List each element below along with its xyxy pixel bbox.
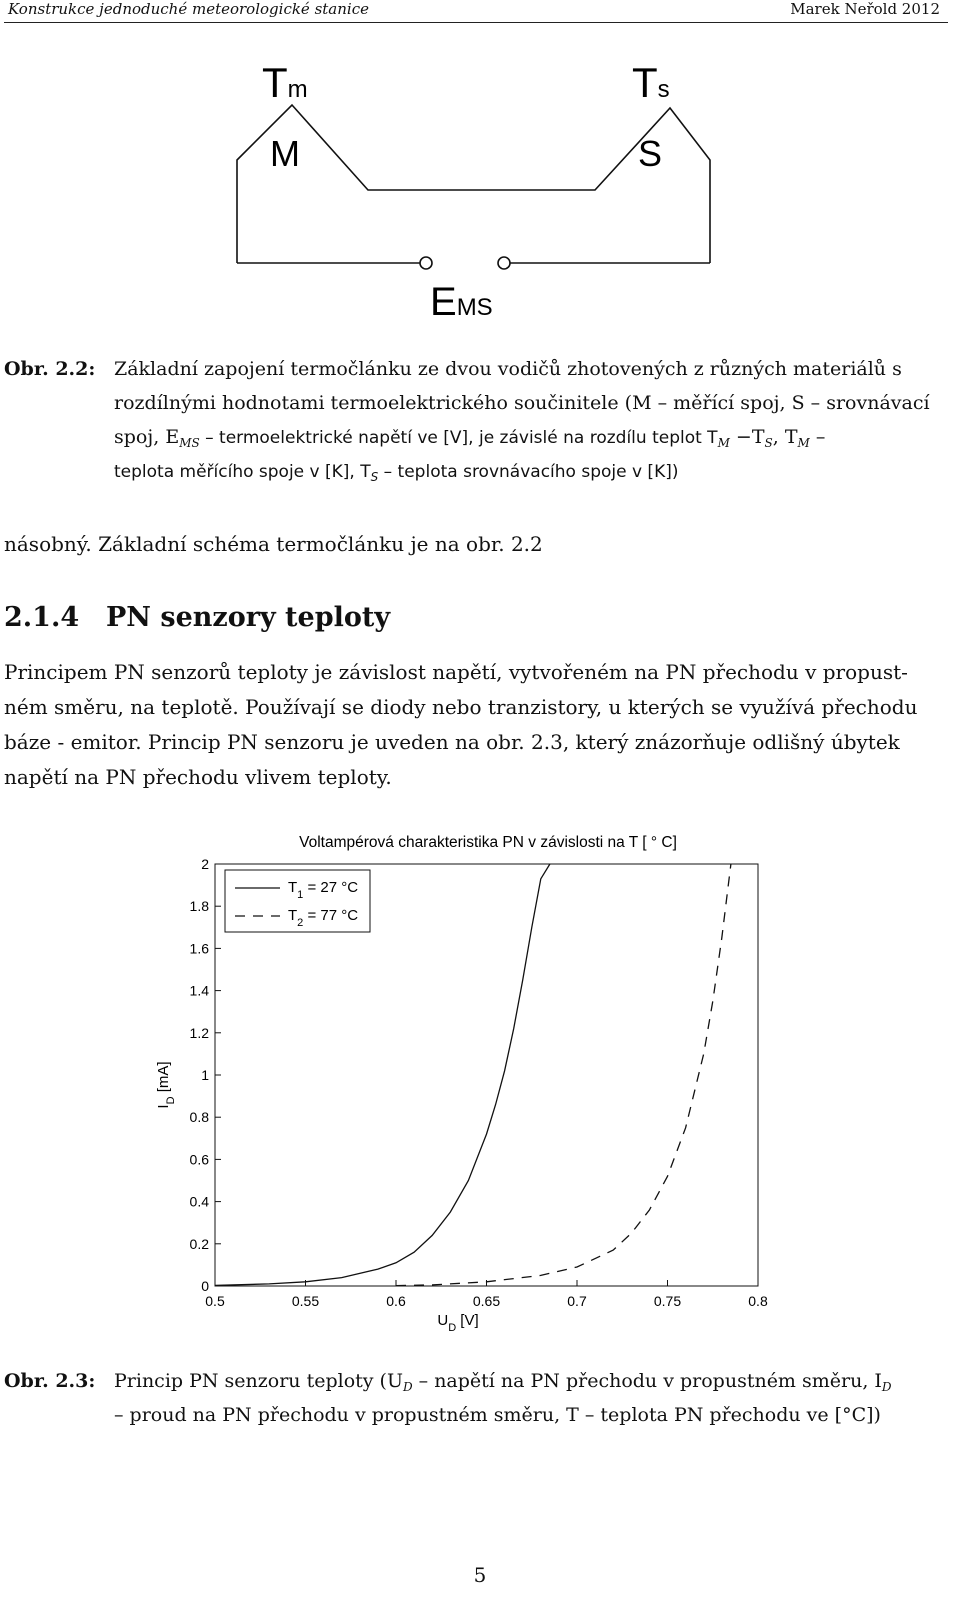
y-tick-label: 1.8 [189,898,209,915]
x-tick-label: 0.7 [567,1293,587,1309]
x-tick-label: 0.8 [748,1293,768,1309]
x-tick-label: 0.75 [653,1293,682,1309]
paragraph-line: napětí na PN přechodu vlivem teploty. [4,765,392,789]
y-axis-label: $I_D$ [mA] [155,1061,177,1109]
section-title: PN senzory teploty [106,602,391,633]
paragraph-line: báze - emitor. Princip PN senzoru je uveden na obr. 2.3, který znázorňuje odlišný úbytek [4,730,900,754]
y-tick-label: 0 [201,1278,209,1294]
thermocouple-diagram [220,50,740,330]
y-tick-label: 2 [201,856,209,872]
paragraph-line: ném směru, na teplotě. Používají se diody nebo tranzistory, u kterých se využívá přechodu [4,695,918,719]
x-tick-label: 0.65 [472,1293,501,1309]
caption-line: teplota měřícího spoje v [K], $T_S$ – teplota srovnávacího spoje v [K]) [114,462,679,484]
caption-line: rozdílnými hodnotami termoelektrického součinitele (M – měřící spoj, S – srovnávací [114,392,930,414]
y-tick-label: 1.4 [189,982,209,999]
header-rule [4,22,948,23]
section-paragraph [4,655,948,795]
running-header-title: Konstrukce jednoduché meteorologické stanice [8,0,369,18]
y-tick-label: 0.2 [189,1235,209,1252]
legend-label-t2: $T_2 = 77$ °C [288,907,359,929]
y-tick-label: 0.8 [189,1109,209,1126]
m-junction-label: M [270,133,300,174]
caption-label: Obr. 2.3: [4,1370,96,1392]
iv-characteristic-chart [140,820,800,1350]
y-tick-label: 0.6 [189,1151,209,1168]
paragraph-text: násobný. Základní schéma termočlánku je na obr. 2.2 [4,532,543,556]
chart-title: Voltampérová charakteristika PN v závislosti na T [ ° C] [299,834,677,851]
section-number: 2.1.4 [4,602,80,633]
ts-label: Ts [632,59,670,106]
chart-legend [225,870,370,932]
thermocouple-wire [237,105,710,263]
terminal-right [498,257,510,269]
caption-line: – proud na PN přechodu v propustném směru, T – teplota PN přechodu ve [°C]) [114,1404,881,1426]
caption-body [114,352,950,489]
page-number: 5 [473,1563,487,1587]
paragraph-line: Principem PN senzorů teploty je závislost napětí, vytvořeném na PN přechodu v propust- [4,660,908,684]
x-tick-label: 0.5 [205,1293,225,1309]
y-tick-label: 1.6 [189,940,209,957]
legend-label-t1: $T_1 = 27$ °C [288,879,359,901]
x-tick-label: 0.55 [291,1293,320,1309]
caption-body [114,1364,950,1432]
y-tick-label: 0.4 [189,1193,209,1210]
terminal-left [420,257,432,269]
caption-line: Základní zapojení termočlánku ze dvou vodičů zhotovených z různých materiálů s [114,358,902,380]
caption-label: Obr. 2.2: [4,358,96,380]
x-tick-label: 0.6 [386,1293,406,1309]
s-junction-label: S [638,133,663,174]
series-line-2 [396,864,731,1286]
x-axis-label: $U_D$ [V] [437,1312,479,1334]
ems-label: EMS [430,280,493,324]
figure-2-2-caption [4,352,948,492]
caption-line: spoj, $E_{MS}$ – termoelektrické napětí ve [V], je závislé na rozdílu teplot $T_M -T_S$, $T_M$ – [114,426,826,450]
y-tick-label: 1 [201,1067,209,1083]
y-tick-label: 1.2 [189,1024,209,1041]
tm-label: Tm [262,59,308,106]
caption-line: Princip PN senzoru teploty ($U_D$ – napětí na PN přechodu v propustném směru, $I_D$ [114,1370,892,1394]
running-header-author: Marek Neřold 2012 [790,0,940,18]
figure-2-3-caption [4,1364,948,1434]
